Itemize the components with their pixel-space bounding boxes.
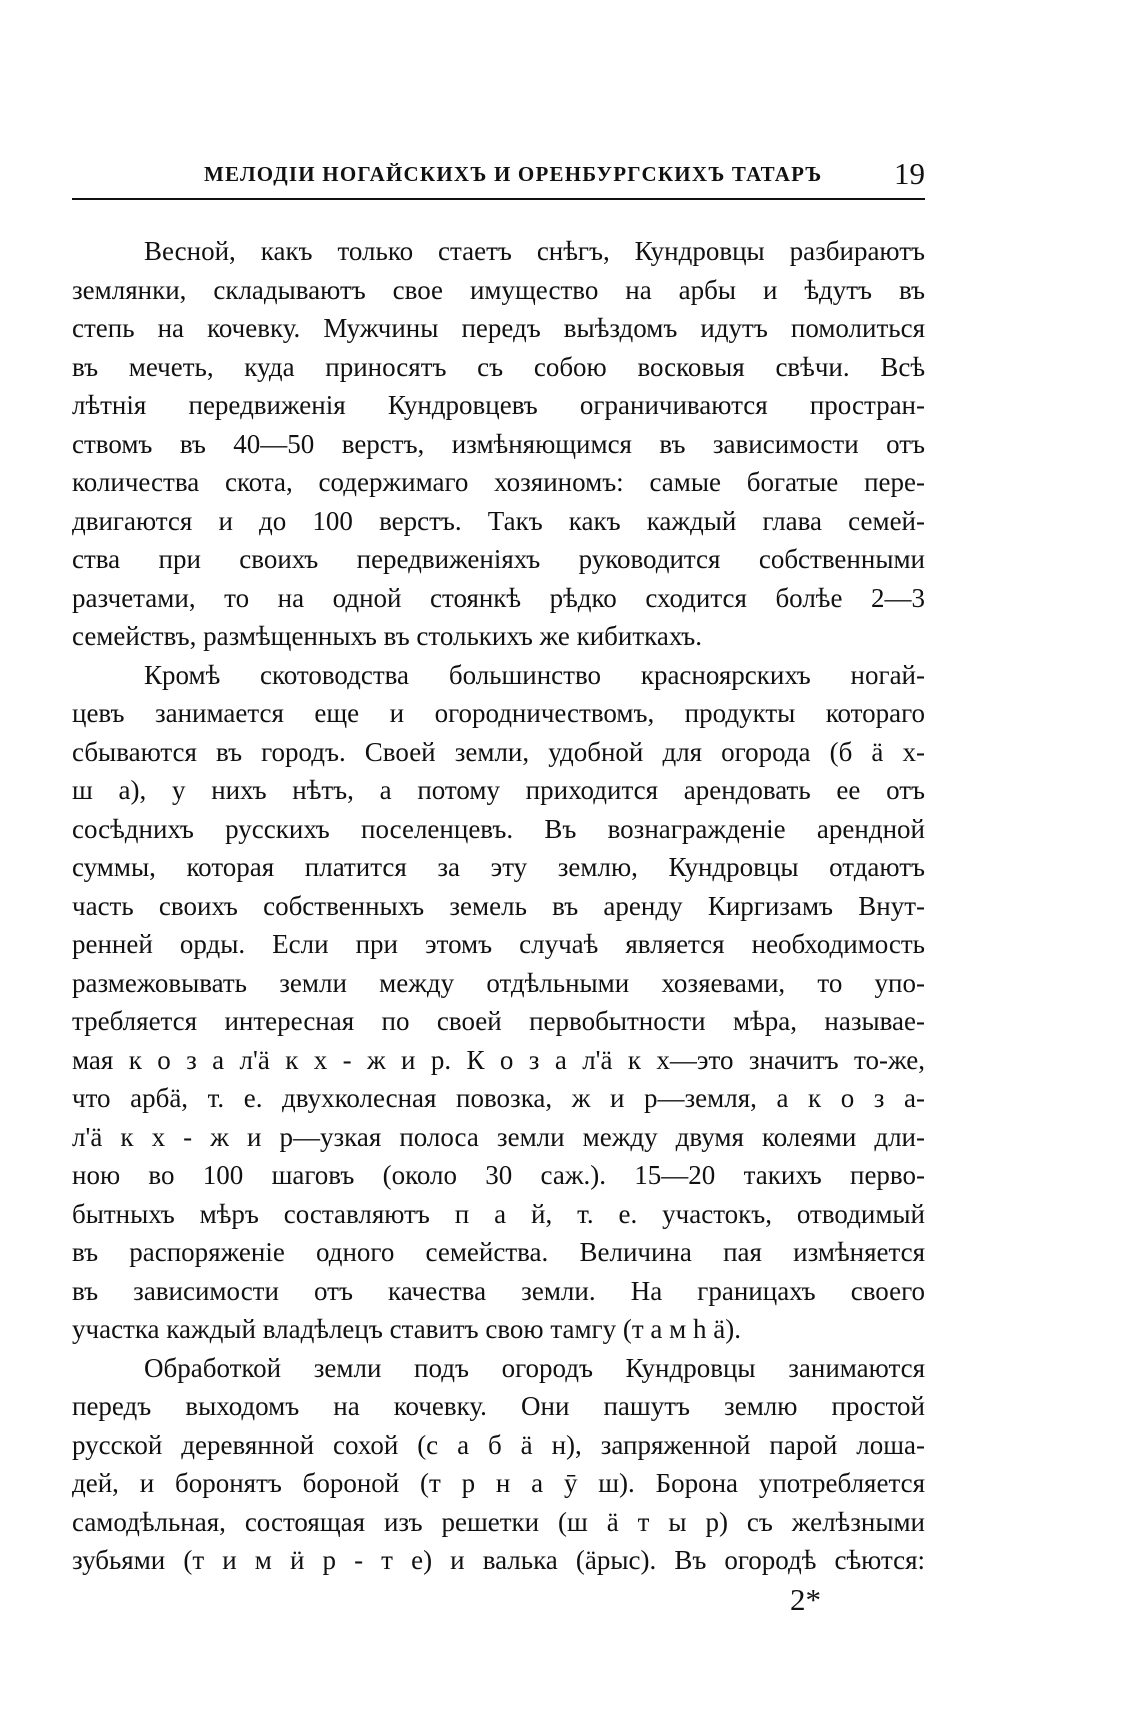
text-line: сосѣднихъ русскихъ поселенцевъ. Въ вознагражденіе арендной xyxy=(72,813,925,844)
text-line: требляется интересная по своей первобытности мѣра, называе- xyxy=(72,1006,925,1036)
text-line: Кромѣ скотоводства большинство красноярскихъ ногай- xyxy=(144,659,925,690)
text-line: количества скота, содержимаго хозяиномъ: самые богатые пере- xyxy=(72,467,925,497)
text-line: л'ӓ к х - ж и р—узкая полоса земли между двумя колеями дли- xyxy=(72,1121,925,1152)
text-line: въ мечеть, куда приносятъ съ собою восковыя свѣчи. Всѣ xyxy=(72,351,925,382)
text-line: разчетами, то на одной стоянкѣ рѣдко сходится болѣе 2—3 xyxy=(72,582,925,613)
text-line: въ зависимости отъ качества земли. На границахъ своего xyxy=(72,1275,925,1306)
text-line: ренней орды. Если при этомъ случаѣ является необходимость xyxy=(72,929,925,959)
text-line: что арбӓ, т. е. двухколесная повозка, ж и р—земля, а к о з а- xyxy=(72,1083,925,1113)
text-line: участка каждый владѣлецъ ставитъ свою тамгу (т а м һ ӓ). xyxy=(72,1314,741,1344)
running-title: МЕЛОДІИ НОГАЙСКИХЪ И ОРЕНБУРГСКИХЪ ТАТАРЪ xyxy=(204,162,823,186)
text-line: семействъ, размѣщенныхъ въ столькихъ же кибиткахъ. xyxy=(72,621,703,651)
text-line: степь на кочевку. Мужчины передъ выѣздомъ идутъ помолиться xyxy=(72,313,925,343)
page-number: 19 xyxy=(894,156,925,191)
text-line: размежовывать земли между отдѣльными хозяевами, то упо- xyxy=(72,967,925,998)
text-line: двигаются и до 100 верстъ. Такъ какъ каждый глава семей- xyxy=(72,505,925,536)
text-line: самодѣльная, состоящая изъ решетки (ш ӓ т ы р) съ желѣзными xyxy=(72,1506,925,1537)
signature-mark: 2* xyxy=(790,1582,821,1617)
header-rule xyxy=(72,198,925,200)
text-line: ною во 100 шаговъ (около 30 саж.). 15—20 такихъ перво- xyxy=(72,1160,925,1190)
text-line: дей, и боронятъ бороной (т р н а ӯ ш). Борона употребляется xyxy=(72,1468,925,1498)
text-line: мая к о з а л'ӓ к х - ж и р. К о з а л'ӓ к х—это значитъ то-же, xyxy=(72,1044,925,1075)
text-line: зубьями (т и м ӥ р - т е) и валька (ӓрыс). Въ огородѣ сѣются: xyxy=(72,1545,925,1575)
text-line: Весной, какъ только стаетъ снѣгъ, Кундровцы разбираютъ xyxy=(144,236,925,266)
text-line: ствомъ въ 40—50 верстъ, измѣняющимся въ зависимости отъ xyxy=(72,428,925,459)
text-line: передъ выходомъ на кочевку. Они пашутъ землю простой xyxy=(72,1391,925,1421)
paragraph-1 xyxy=(72,232,925,656)
running-head xyxy=(72,156,925,200)
text-line: часть своихъ собственныхъ земель въ аренду Киргизамъ Внут- xyxy=(72,890,925,921)
text-line: въ распоряженіе одного семейства. Величина пая измѣняется xyxy=(72,1237,925,1267)
text-line: бытныхъ мѣръ составляютъ п а й, т. е. участокъ, отводимый xyxy=(72,1198,925,1229)
text-line: землянки, складываютъ свое имущество на арбы и ѣдутъ въ xyxy=(72,274,925,305)
text-line: русской деревянной сохой (с а б ӓ н), запряженной парой лоша- xyxy=(72,1429,925,1460)
text-line: ства при своихъ передвиженіяхъ руководится собственными xyxy=(72,544,925,574)
paragraph-2 xyxy=(72,656,925,1349)
paragraph-3 xyxy=(72,1349,925,1580)
text-line: цевъ занимается еще и огородничествомъ, продукты котораго xyxy=(72,698,925,728)
text-line: лѣтнія передвиженія Кундровцевъ ограничиваются простран- xyxy=(72,390,925,420)
text-line: Обработкой земли подъ огородъ Кундровцы занимаются xyxy=(144,1352,925,1383)
body-text xyxy=(72,232,925,1580)
text-line: сбываются въ городъ. Своей земли, удобной для огорода (б ӓ х- xyxy=(72,736,925,767)
text-line: ш а), у нихъ нѣтъ, а потому приходится арендовать ее отъ xyxy=(72,775,925,805)
text-line: суммы, которая платится за эту землю, Кундровцы отдаютъ xyxy=(72,852,925,882)
